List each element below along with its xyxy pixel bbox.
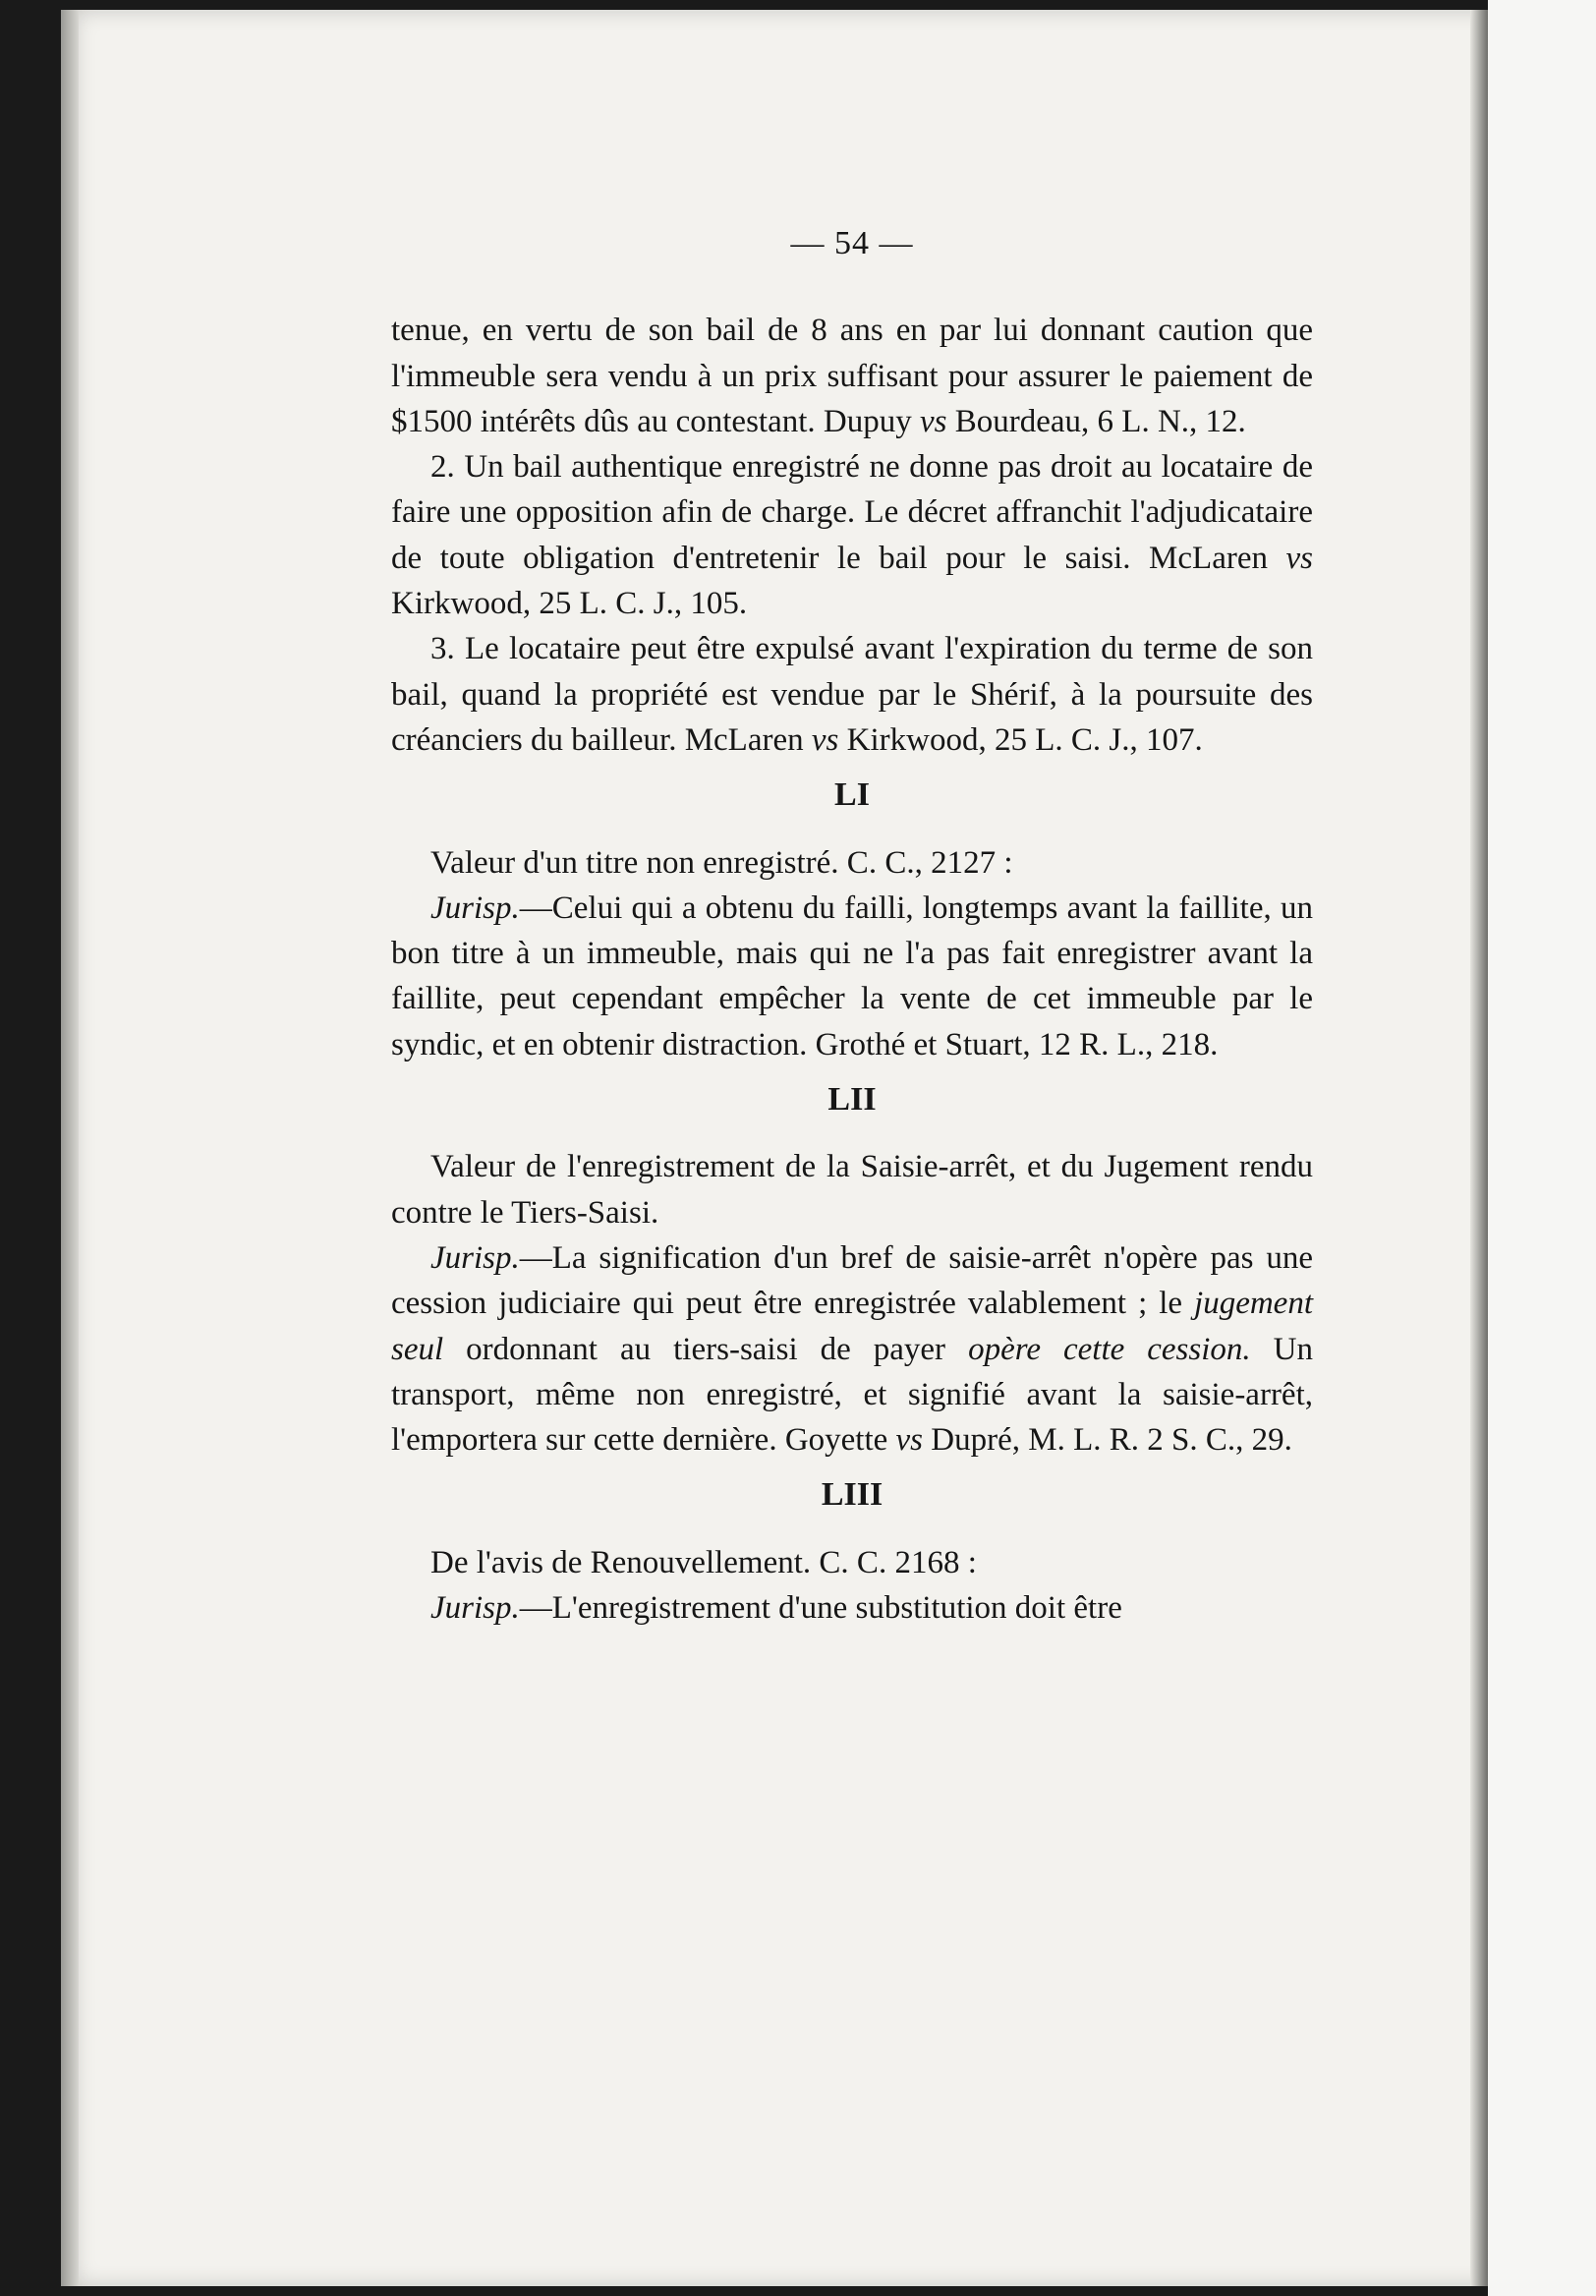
emphasis-text: jugement seul <box>391 1286 1313 1367</box>
versus-abbrev: vs <box>1285 540 1313 576</box>
section-liii-intro: De l'avis de Renouvellement. C. C. 2168 : <box>430 1544 977 1580</box>
versus-abbrev: vs <box>920 403 947 439</box>
paragraph-text: Kirkwood, 25 L. C. J., 107. <box>838 721 1203 758</box>
page-number: — 54 — <box>790 225 914 261</box>
page-text <box>391 221 1313 1631</box>
paragraph-text: Dupré, M. L. R. 2 S. C., 29. <box>923 1422 1292 1459</box>
emphasis-text: opère cette cession. <box>968 1331 1251 1367</box>
section-li-intro: Valeur d'un titre non enregistré. C. C., 2127 : <box>430 844 1013 881</box>
paragraph-text: 2. Un bail authentique enregistré ne donne pas droit au locataire de faire une opposition afin de charge. Le décret affranchit l'adjudicataire de toute obligation d'entretenir le bail pour le saisi. McLaren <box>391 449 1313 576</box>
section-lii-intro: Valeur de l'enregistrement de la Saisie-arrêt, et du Jugement rendu contre le Tiers-Saisi. <box>391 1149 1313 1231</box>
section-liii-jurisp <box>391 1585 1313 1631</box>
paragraph-text: 3. Le locataire peut être expulsé avant l'expiration du terme de son bail, quand la propriété est vendue par le Shérif, à la poursuite des créanciers du bailleur. McLaren <box>391 631 1313 758</box>
jurisp-label: Jurisp. <box>430 1239 520 1276</box>
paragraph-text: tenue, en vertu de son bail de 8 ans en par lui donnant caution que l'immeuble sera vendu à un prix suffisant pour assurer le paiement de $1500 intérêts dûs au contestant. Dupuy <box>391 313 1313 439</box>
facing-page-margin <box>1488 0 1596 2296</box>
section-heading-lii: LII <box>827 1081 877 1119</box>
paragraph-item-2 <box>391 444 1313 626</box>
paragraph-text: —L'enregistrement d'une substitution doit être <box>519 1590 1122 1627</box>
jurisp-label: Jurisp. <box>430 890 520 926</box>
jurisp-label: Jurisp. <box>430 1590 520 1627</box>
page-binding-edge <box>61 10 79 2286</box>
paragraph-item-3 <box>391 626 1313 763</box>
versus-abbrev: vs <box>811 721 839 758</box>
section-li-jurisp <box>391 886 1313 1067</box>
section-lii-jurisp <box>391 1235 1313 1463</box>
paragraph-text: Bourdeau, 6 L. N., 12. <box>946 403 1246 439</box>
paragraph-text: —La signification d'un bref de saisie-arrêt n'opère pas une cession judiciaire qui peut être enregistrée valablement ; le <box>391 1239 1313 1322</box>
section-heading-li: LI <box>834 776 870 814</box>
paragraph-text: Kirkwood, 25 L. C. J., 105. <box>391 586 748 622</box>
paragraph-continued <box>391 308 1313 444</box>
versus-abbrev: vs <box>895 1422 924 1459</box>
page-fore-edge <box>1470 10 1488 2286</box>
section-heading-liii: LIII <box>821 1476 884 1514</box>
paragraph-text: Un transport, même non enregistré, et signifié avant la saisie-arrêt, l'emportera sur cette dernière. Goyette <box>391 1331 1313 1459</box>
paragraph-text: —Celui qui a obtenu du failli, longtemps avant la faillite, un bon titre à un immeuble, mais qui ne l'a pas fait enregistrer avant la faillite, peut cependant empêcher la vente de cet immeuble par le syndic, et en obtenir distraction. Grothé et Stuart, 12 R. L., 218. <box>391 890 1313 1062</box>
paragraph-text: ordonnant au tiers-saisi de payer <box>443 1331 969 1367</box>
